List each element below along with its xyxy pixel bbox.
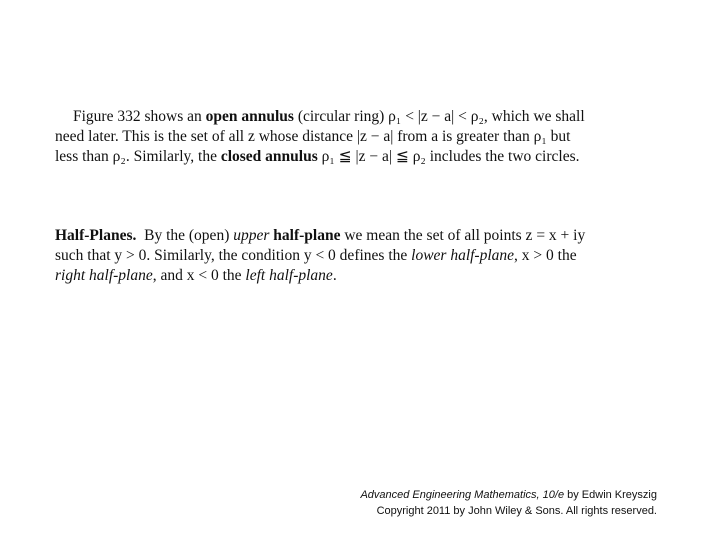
- section-heading: Half-Planes.: [55, 227, 137, 244]
- annulus-line-2: need later. This is the set of all z whose distance |z − a| from a is greater than ρ₁ but: [55, 128, 571, 145]
- half-planes-line-3: [55, 266, 662, 286]
- closed-annulus-term: closed annulus: [220, 148, 318, 165]
- text-span: such that y > 0. Similarly, the condition y < 0 defines the: [55, 247, 412, 264]
- text-span: ρ₁ ≦ |z − a| ≦ ρ₂ includes the two circles.: [317, 148, 580, 165]
- text-span: lower half-plane: [411, 247, 515, 264]
- text-span: By the (open): [136, 227, 234, 244]
- text-span: left half-plane: [245, 267, 333, 284]
- annulus-paragraph: [55, 107, 662, 167]
- half-planes-line-1: [55, 226, 662, 246]
- copyright-notice: Copyright 2011 by John Wiley & Sons. All rights reserved.: [376, 505, 657, 517]
- text-span: .: [332, 267, 337, 284]
- half-planes-line-2: [55, 246, 662, 266]
- book-title: Advanced Engineering Mathematics, 10/e: [360, 489, 565, 501]
- half-planes-paragraph: [55, 226, 662, 286]
- open-annulus-term: open annulus: [205, 108, 294, 125]
- annulus-line-3: [55, 147, 662, 167]
- text-span: less than ρ₂. Similarly, the: [55, 148, 221, 165]
- text-span: , and x < 0 the: [152, 267, 246, 284]
- book-author: by Edwin Kreyszig: [564, 489, 657, 501]
- text-span: upper: [233, 227, 274, 244]
- text-span: , x > 0 the: [514, 247, 577, 264]
- half-plane-term: half-plane: [273, 227, 341, 244]
- text-span: we mean the set of all points z = x + iy: [340, 227, 586, 244]
- text-span: Figure 332 shows an: [73, 108, 206, 125]
- text-span: (circular ring) ρ₁ < |z − a| < ρ₂, which we shall: [293, 108, 585, 125]
- copyright-footer: [360, 487, 657, 519]
- text-span: right half-plane: [55, 267, 153, 284]
- annulus-line-1: [55, 107, 662, 127]
- book-citation: [360, 487, 657, 503]
